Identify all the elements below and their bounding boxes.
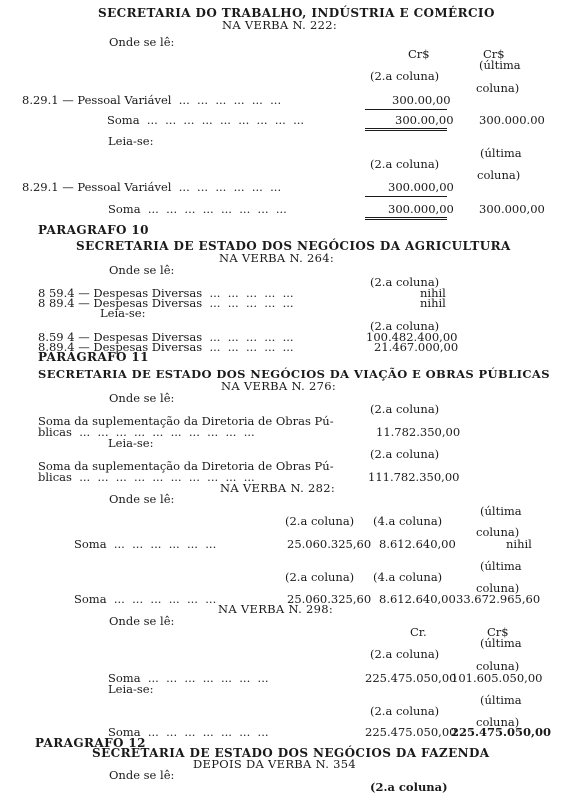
budget-line-label: 8.29.1 — Pessoal Variável ... ... ... ... ... ... xyxy=(22,93,282,107)
column-header: (última xyxy=(480,559,522,573)
soma-value: 8.612.640,00 xyxy=(379,592,456,606)
section-title: SECRETARIA DE ESTADO DOS NEGÓCIOS DA FAZENDA xyxy=(92,746,490,760)
column-header: (2.a coluna) xyxy=(370,447,440,461)
budget-line-value: nihil xyxy=(420,296,446,310)
verba-heading: NA VERBA N. 276: xyxy=(221,379,337,393)
column-header: (última xyxy=(480,693,522,707)
column-header: coluna) xyxy=(477,168,521,182)
column-header: (2.a coluna) xyxy=(370,69,440,83)
column-header: (2.a coluna) xyxy=(370,319,440,333)
column-header: (4.a coluna) xyxy=(373,514,443,528)
divider-rule xyxy=(365,196,447,197)
budget-line-label: 8 89.4 — Despesas Diversas ... ... ... ... ... xyxy=(38,296,294,310)
supplement-value: 111.782.350,00 xyxy=(368,470,460,484)
section-title: SECRETARIA DE ESTADO DOS NEGÓCIOS DA AGRICULTURA xyxy=(76,239,511,253)
double-rule xyxy=(365,217,447,220)
column-header: (2.a coluna) xyxy=(370,157,440,171)
supplement-text: blicas ... ... ... ... ... ... ... ... ... ... xyxy=(38,425,255,439)
soma-value: 300.000,00 xyxy=(479,202,545,216)
soma-label: Soma ... ... ... ... ... ... ... xyxy=(108,725,269,739)
currency-header: Cr$ xyxy=(408,47,430,61)
onde-se-le-label: Onde se lê: xyxy=(109,263,175,277)
soma-value: 225.475.050,00 xyxy=(365,671,457,685)
soma-label: Soma ... ... ... ... ... ... ... xyxy=(108,671,269,685)
column-header: (2.a coluna) xyxy=(285,514,355,528)
budget-line-label: 8.89.4 — Despesas Diversas ... ... ... ... ... xyxy=(38,340,294,354)
supplement-text: blicas ... ... ... ... ... ... ... ... ... ... xyxy=(38,470,255,484)
budget-line-value: 300.00,00 xyxy=(392,93,451,107)
depois-heading: DEPOIS DA VERBA N. 354 xyxy=(193,757,356,771)
soma-value: 33.672.965,60 xyxy=(456,592,541,606)
soma-value: 300.000.00 xyxy=(479,113,545,127)
column-header: coluna) xyxy=(476,715,520,729)
budget-line-label: 8.59 4 — Despesas Diversas ... ... ... ... ... xyxy=(38,330,294,344)
currency-header: Cr$ xyxy=(483,47,505,61)
onde-se-le-label: Onde se lê: xyxy=(109,614,175,628)
leia-se-label: Leia-se: xyxy=(108,682,154,696)
column-header: (última xyxy=(480,636,522,650)
paragraph-heading: PARAGRAFO 10 xyxy=(38,223,149,237)
double-rule xyxy=(365,128,447,131)
leia-se-label: Leia-se: xyxy=(108,436,154,450)
verba-heading: NA VERBA N. 298: xyxy=(218,602,334,616)
soma-label: Soma ... ... ... ... ... ... ... ... ... xyxy=(107,113,305,127)
paragraph-heading: PARAGRAFO 11 xyxy=(38,350,149,364)
soma-value: 25.060.325,60 xyxy=(287,537,372,551)
section-title: SECRETARIA DO TRABALHO, INDÚSTRIA E COMÉRCIO xyxy=(98,6,495,20)
column-header: coluna) xyxy=(476,581,520,595)
column-header: (última xyxy=(480,504,522,518)
supplement-text: Soma da suplementação da Diretoria de Obras Pú- xyxy=(38,414,334,428)
supplement-value: 11.782.350,00 xyxy=(376,425,461,439)
soma-label: Soma ... ... ... ... ... ... xyxy=(74,592,217,606)
column-header: (última xyxy=(479,58,521,72)
soma-value: nihil xyxy=(506,537,532,551)
soma-value: 300.00,00 xyxy=(395,113,454,127)
soma-value: 101.605.050,00 xyxy=(451,671,543,685)
soma-value: 8.612.640,00 xyxy=(379,537,456,551)
paragraph-heading: PARAGRAFO 12 xyxy=(35,736,146,750)
column-header: (última xyxy=(480,146,522,160)
onde-se-le-label: Onde se lê: xyxy=(109,35,175,49)
budget-line-value: nihil xyxy=(420,286,446,300)
budget-line-value: 300.000,00 xyxy=(388,180,454,194)
column-header: (2.a coluna) xyxy=(370,402,440,416)
budget-line-label: 8.29.1 — Pessoal Variável ... ... ... ... ... ... xyxy=(22,180,282,194)
verba-heading: NA VERBA N. 222: xyxy=(222,18,338,32)
section-title: SECRETARIA DE ESTADO DOS NEGÓCIOS DA VIAÇÃO E OBRAS PÚBLICAS xyxy=(38,367,550,381)
verba-heading: NA VERBA N. 282: xyxy=(220,481,336,495)
budget-line-label: 8 59.4 — Despesas Diversas ... ... ... ... ... xyxy=(38,286,294,300)
column-header: coluna) xyxy=(476,81,520,95)
soma-label: Soma ... ... ... ... ... ... ... ... xyxy=(108,202,287,216)
soma-value: 25.060.325,60 xyxy=(287,592,372,606)
budget-line-value: 21.467.000,00 xyxy=(374,340,459,354)
supplement-text: Soma da suplementação da Diretoria de Obras Pú- xyxy=(38,459,334,473)
divider-rule xyxy=(365,109,447,110)
leia-se-label: Leia-se: xyxy=(100,306,146,320)
soma-value: 225.475.050,00 xyxy=(365,725,457,739)
verba-heading: NA VERBA N. 264: xyxy=(219,251,335,265)
column-header: (2.a coluna) xyxy=(370,780,448,794)
onde-se-le-label: Onde se lê: xyxy=(109,391,175,405)
column-header: coluna) xyxy=(476,525,520,539)
column-header: (2.a coluna) xyxy=(285,570,355,584)
budget-line-value: 100.482.400,00 xyxy=(366,330,458,344)
onde-se-le-label: Onde se lê: xyxy=(109,492,175,506)
soma-value: 225.475.050,00 xyxy=(451,725,552,739)
column-header: (2.a coluna) xyxy=(370,647,440,661)
soma-value: 300.000,00 xyxy=(388,202,454,216)
leia-se-label: Leia-se: xyxy=(108,134,154,148)
column-header: (2.a coluna) xyxy=(370,275,440,289)
column-header: (4.a coluna) xyxy=(373,570,443,584)
onde-se-le-label: Onde se lê: xyxy=(109,768,175,782)
currency-header: Cr. xyxy=(410,625,427,639)
currency-header: Cr$ xyxy=(487,625,509,639)
soma-label: Soma ... ... ... ... ... ... xyxy=(74,537,217,551)
column-header: coluna) xyxy=(476,659,520,673)
column-header: (2.a coluna) xyxy=(370,704,440,718)
